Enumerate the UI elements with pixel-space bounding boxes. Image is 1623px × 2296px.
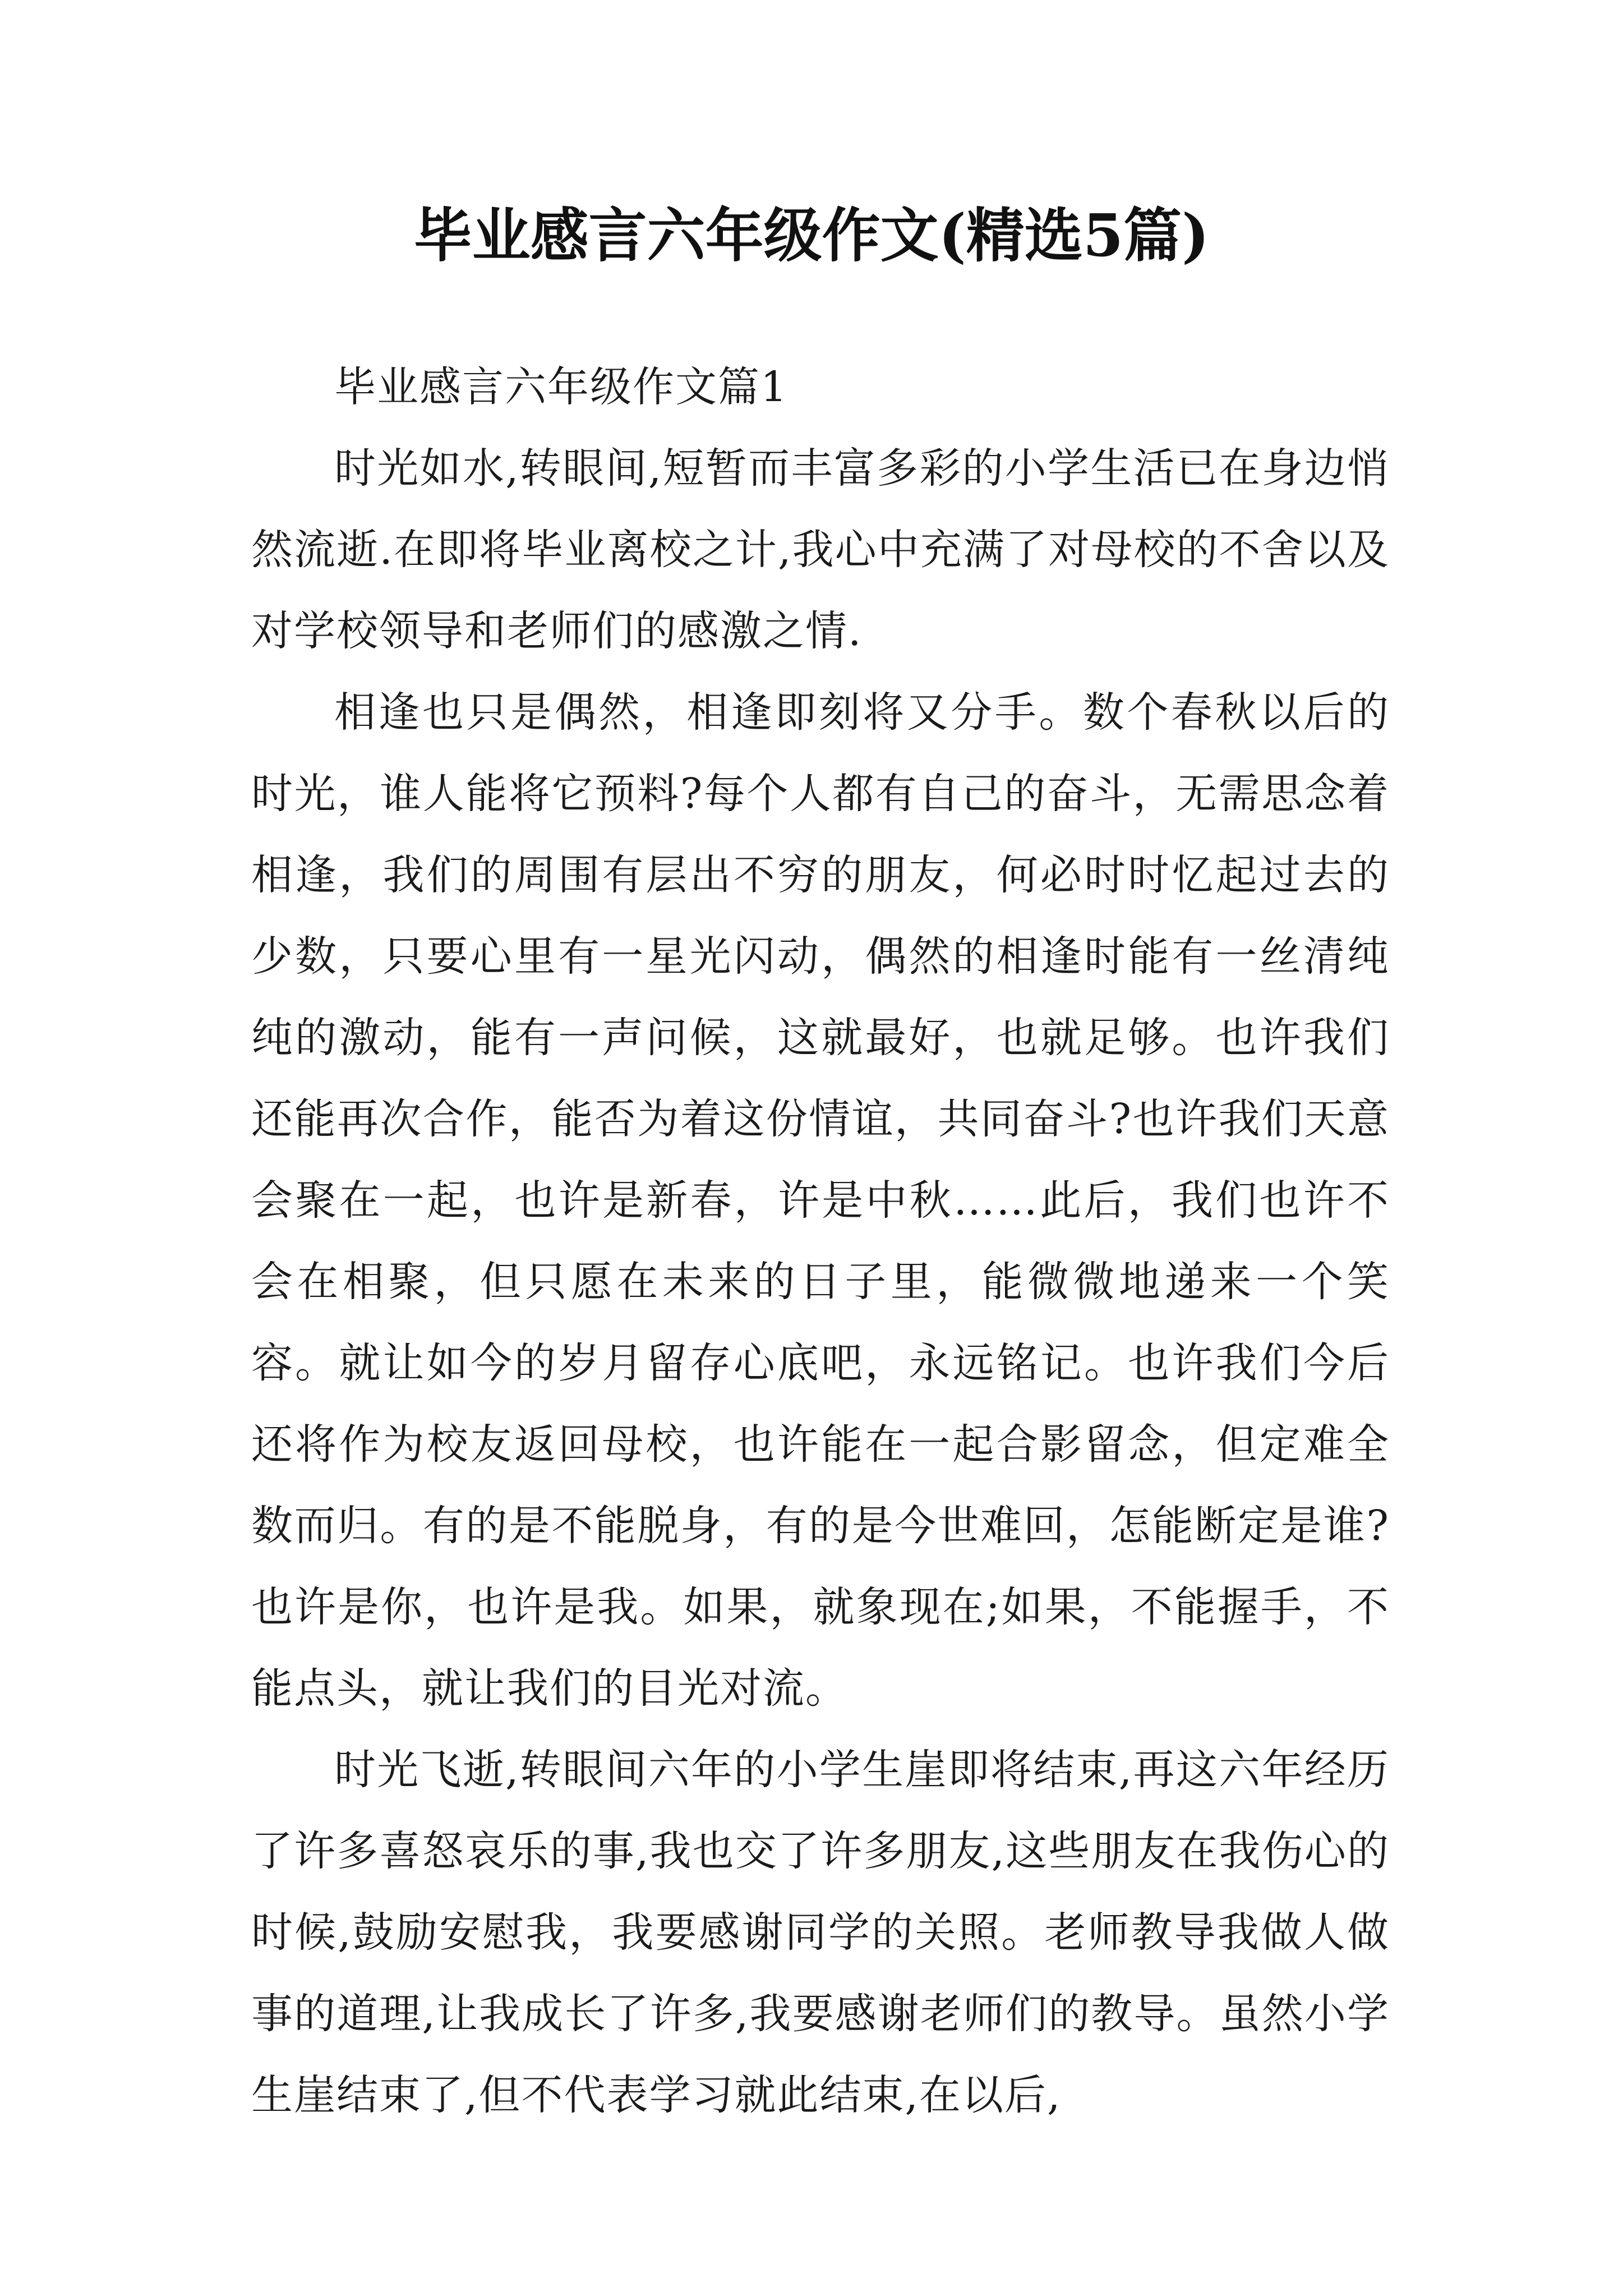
paragraph: 时光如水,转眼间,短暂而丰富多彩的小学生活已在身边悄然流逝.在即将毕业离校之计,我心中充满了对母校的不舍以及对学校领导和老师们的感激之情. [251, 444, 1390, 655]
document-title: 毕业感言六年级作文(精选5篇) [413, 201, 1210, 270]
document-body [251, 347, 1390, 2136]
section-heading: 毕业感言六年级作文篇1 [334, 363, 789, 411]
paragraph: 相逢也只是偶然，相逢即刻将又分手。数个春秋以后的时光，谁人能将它预料?每个人都有自己的奋斗，无需思念着相逢，我们的周围有层出不穷的朋友，何必时时忆起过去的少数，只要心里有一星光闪动，偶然的相逢时能有一丝清纯纯的激动，能有一声问候，这就最好，也就足够。也许我们还能再次合作，能否为着这份情谊，共同奋斗?也许我们天意会聚在一起，也许是新春，许是中秋……此后，我们也许不会在相聚，但只愿在未来的日子里，能微微地递来一个笑容。就让如今的岁月留存心底吧，永远铭记。也许我们今后还将作为校友返回母校，也许能在一起合影留念，但定难全数而归。有的是不能脱身，有的是今世难回，怎能断定是谁?也许是你，也许是我。如果，就象现在;如果，不能握手，不能点头，就让我们的目光对流。 [251, 688, 1390, 1713]
paragraph: 时光飞逝,转眼间六年的小学生崖即将结束,再这六年经历了许多喜怒哀乐的事,我也交了许多朋友,这些朋友在我伤心的时候,鼓励安慰我，我要感谢同学的关照。老师教导我做人做事的道理,让我成长了许多,我要感谢老师们的教导。虽然小学生崖结束了,但不代表学习就此结束,在以后, [251, 1746, 1390, 2119]
